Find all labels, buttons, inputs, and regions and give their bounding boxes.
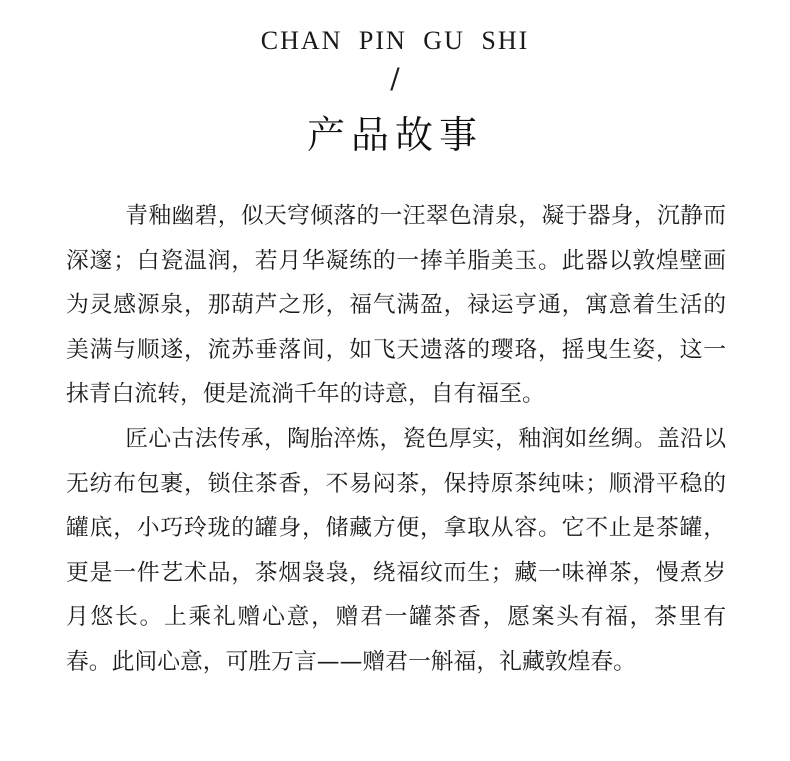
story-body — [66, 194, 726, 685]
story-paragraph-2: 匠心古法传承，陶胎淬炼，瓷色厚实，釉润如丝绸。盖沿以无纺布包裹，锁住茶香，不易闷茶，保持原茶纯味；顺滑平稳的罐底，小巧玲珑的罐身，储藏方便，拿取从容。它不止是茶罐，更是一件艺术品，茶烟袅袅，绕福纹而生；藏一味禅茶，慢煮岁月悠长。上乘礼赠心意，赠君一罐茶香，愿案头有福，茶里有春。此间心意，可胜万言——赠君一斛福，礼藏敦煌春。 — [66, 425, 726, 675]
story-paragraph-1: 青釉幽碧，似天穹倾落的一汪翠色清泉，凝于器身，沉静而深邃；白瓷温润，若月华凝练的一捧羊脂美玉。此器以敦煌壁画为灵感源泉，那葫芦之形，福气满盈，禄运亨通，寓意着生活的美满与顺遂，流苏垂落间，如飞天遗落的璎珞，摇曳生姿，这一抹青白流转，便是流淌千年的诗意，自有福至。 — [66, 203, 726, 408]
pinyin-subtitle: CHAN PIN GU SHI — [260, 26, 530, 55]
slash-divider: / — [390, 62, 400, 95]
page-title: 产品故事 — [306, 113, 483, 157]
